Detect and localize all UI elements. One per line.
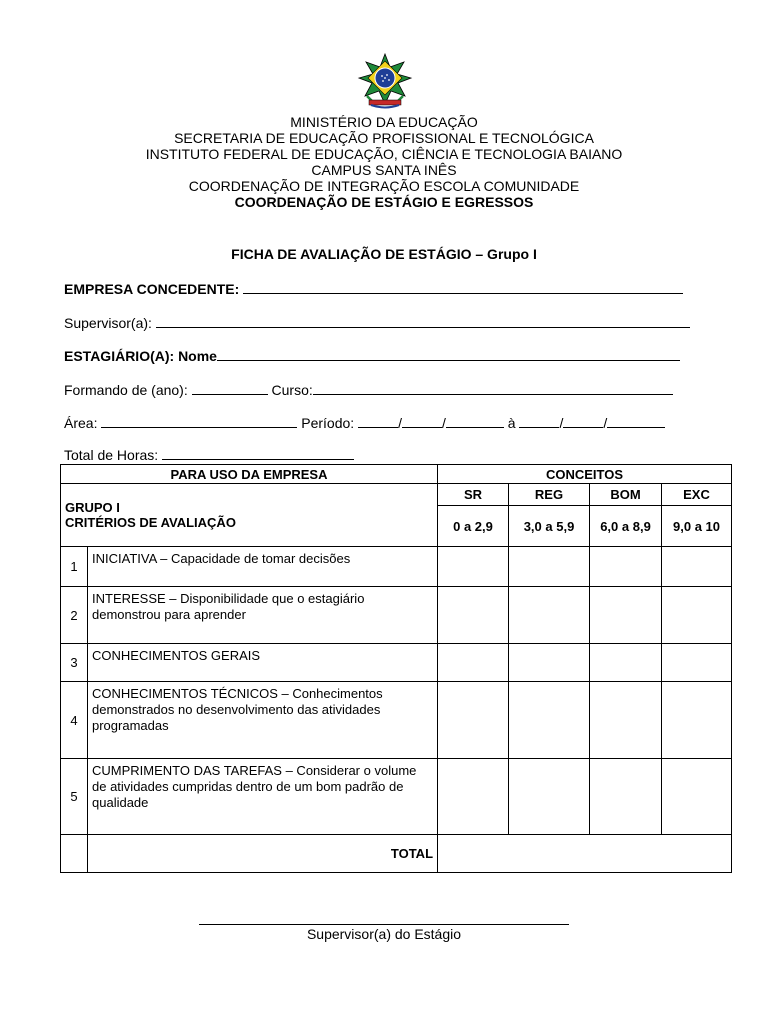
total-row [61,835,732,873]
total-horas-input-line[interactable] [162,446,354,460]
grade-cell-exc[interactable] [662,682,732,759]
scale-range-bom: 6,0 a 8,9 [590,506,662,547]
periodo-end-month[interactable] [563,414,603,428]
formando-field [64,381,673,398]
formando-label: Formando de (ano): [64,382,188,398]
scale-code-sr: SR [438,484,509,506]
grade-cell-exc[interactable] [662,759,732,835]
criterion-text: INICIATIVA – Capacidade de tomar decisões [88,547,438,587]
conceitos-header: CONCEITOS [438,465,732,484]
coat-of-arms-emblem [357,52,413,110]
row-number: 5 [61,759,88,835]
grade-cell-reg[interactable] [509,644,590,682]
header-line: COORDENAÇÃO DE INTEGRAÇÃO ESCOLA COMUNIDADE [188,178,580,194]
grade-cell-bom[interactable] [590,759,662,835]
grade-cell-reg[interactable] [509,587,590,644]
scale-code-bom: BOM [590,484,662,506]
form-title: FICHA DE AVALIAÇÃO DE ESTÁGIO – Grupo I [231,246,537,262]
estagiario-field [64,347,680,364]
date-separator: / [441,415,446,431]
header-line: SECRETARIA DE EDUCAÇÃO PROFISSIONAL E TECNOLÓGICA [174,130,594,146]
a-label: à [507,415,516,431]
estagiario-label: ESTAGIÁRIO(A): Nome [64,348,217,364]
grade-cell-reg[interactable] [509,547,590,587]
uso-empresa-header: PARA USO DA EMPRESA [61,465,438,484]
row-number: 1 [61,547,88,587]
supervisor-label: Supervisor(a): [64,315,152,331]
grade-cell-reg[interactable] [509,682,590,759]
table-row [61,644,732,682]
grade-cell-bom[interactable] [590,587,662,644]
total-empty-cell [61,835,88,873]
periodo-start-month[interactable] [402,414,442,428]
grade-cell-sr[interactable] [438,682,509,759]
periodo-start-year[interactable] [446,414,504,428]
supervisor-field [64,314,690,331]
header-line: MINISTÉRIO DA EDUCAÇÃO [290,114,478,130]
criterion-text: CUMPRIMENTO DAS TAREFAS – Considerar o volume de atividades cumpridas dentro de um bom padrão de qualidade [88,759,438,835]
table-row [61,587,732,644]
scale-code-reg: REG [509,484,590,506]
periodo-end-year[interactable] [607,414,665,428]
total-value-cell[interactable] [438,835,732,873]
row-number: 4 [61,682,88,759]
curso-label: Curso: [271,382,313,398]
formando-input-line[interactable] [192,381,268,395]
date-separator: / [603,415,608,431]
grade-cell-reg[interactable] [509,759,590,835]
grade-cell-sr[interactable] [438,547,509,587]
curso-input-line[interactable] [313,381,673,395]
signature-label: Supervisor(a) do Estágio [306,926,462,942]
total-horas-label: Total de Horas: [64,447,159,463]
date-separator: / [559,415,564,431]
total-label: TOTAL [88,835,438,873]
empresa-field [64,280,683,297]
grade-cell-sr[interactable] [438,759,509,835]
estagiario-input-line[interactable] [217,347,680,361]
empresa-input-line[interactable] [243,280,683,294]
periodo-label: Período: [301,415,355,431]
grade-cell-sr[interactable] [438,644,509,682]
supervisor-input-line[interactable] [156,314,690,328]
evaluation-table [60,464,732,873]
area-label: Área: [64,415,98,431]
periodo-end-day[interactable] [519,414,559,428]
scale-range-exc: 9,0 a 10 [662,506,732,547]
header-line-bold: COORDENAÇÃO DE ESTÁGIO E EGRESSOS [234,194,534,210]
institution-header [0,114,768,210]
grade-cell-exc[interactable] [662,644,732,682]
grade-cell-bom[interactable] [590,682,662,759]
header-line: INSTITUTO FEDERAL DE EDUCAÇÃO, CIÊNCIA E TECNOLOGIA BAIANO [145,146,623,162]
scale-range-sr: 0 a 2,9 [438,506,509,547]
area-field [64,414,665,431]
criterion-text: INTERESSE – Disponibilidade que o estagiário demonstrou para aprender [88,587,438,644]
periodo-start-day[interactable] [358,414,398,428]
criterion-text: CONHECIMENTOS GERAIS [88,644,438,682]
grade-cell-bom[interactable] [590,547,662,587]
grade-cell-bom[interactable] [590,644,662,682]
total-horas-field [64,446,354,463]
row-number: 2 [61,587,88,644]
scale-range-reg: 3,0 a 5,9 [509,506,590,547]
empresa-label: EMPRESA CONCEDENTE: [64,281,240,297]
grade-cell-exc[interactable] [662,587,732,644]
criterion-text: CONHECIMENTOS TÉCNICOS – Conhecimentos demonstrados no desenvolvimento das atividades programadas [88,682,438,759]
grade-cell-sr[interactable] [438,587,509,644]
grupo-label: GRUPO I [65,500,120,515]
table-row [61,547,732,587]
row-number: 3 [61,644,88,682]
signature-line[interactable] [199,924,569,925]
table-row [61,682,732,759]
grade-cell-exc[interactable] [662,547,732,587]
header-line: CAMPUS SANTA INÊS [311,162,457,178]
scale-code-exc: EXC [662,484,732,506]
table-row [61,759,732,835]
date-separator: / [398,415,402,431]
area-input-line[interactable] [101,414,297,428]
criterios-label: CRITÉRIOS DE AVALIAÇÃO [65,515,236,530]
criterios-header [61,484,438,547]
